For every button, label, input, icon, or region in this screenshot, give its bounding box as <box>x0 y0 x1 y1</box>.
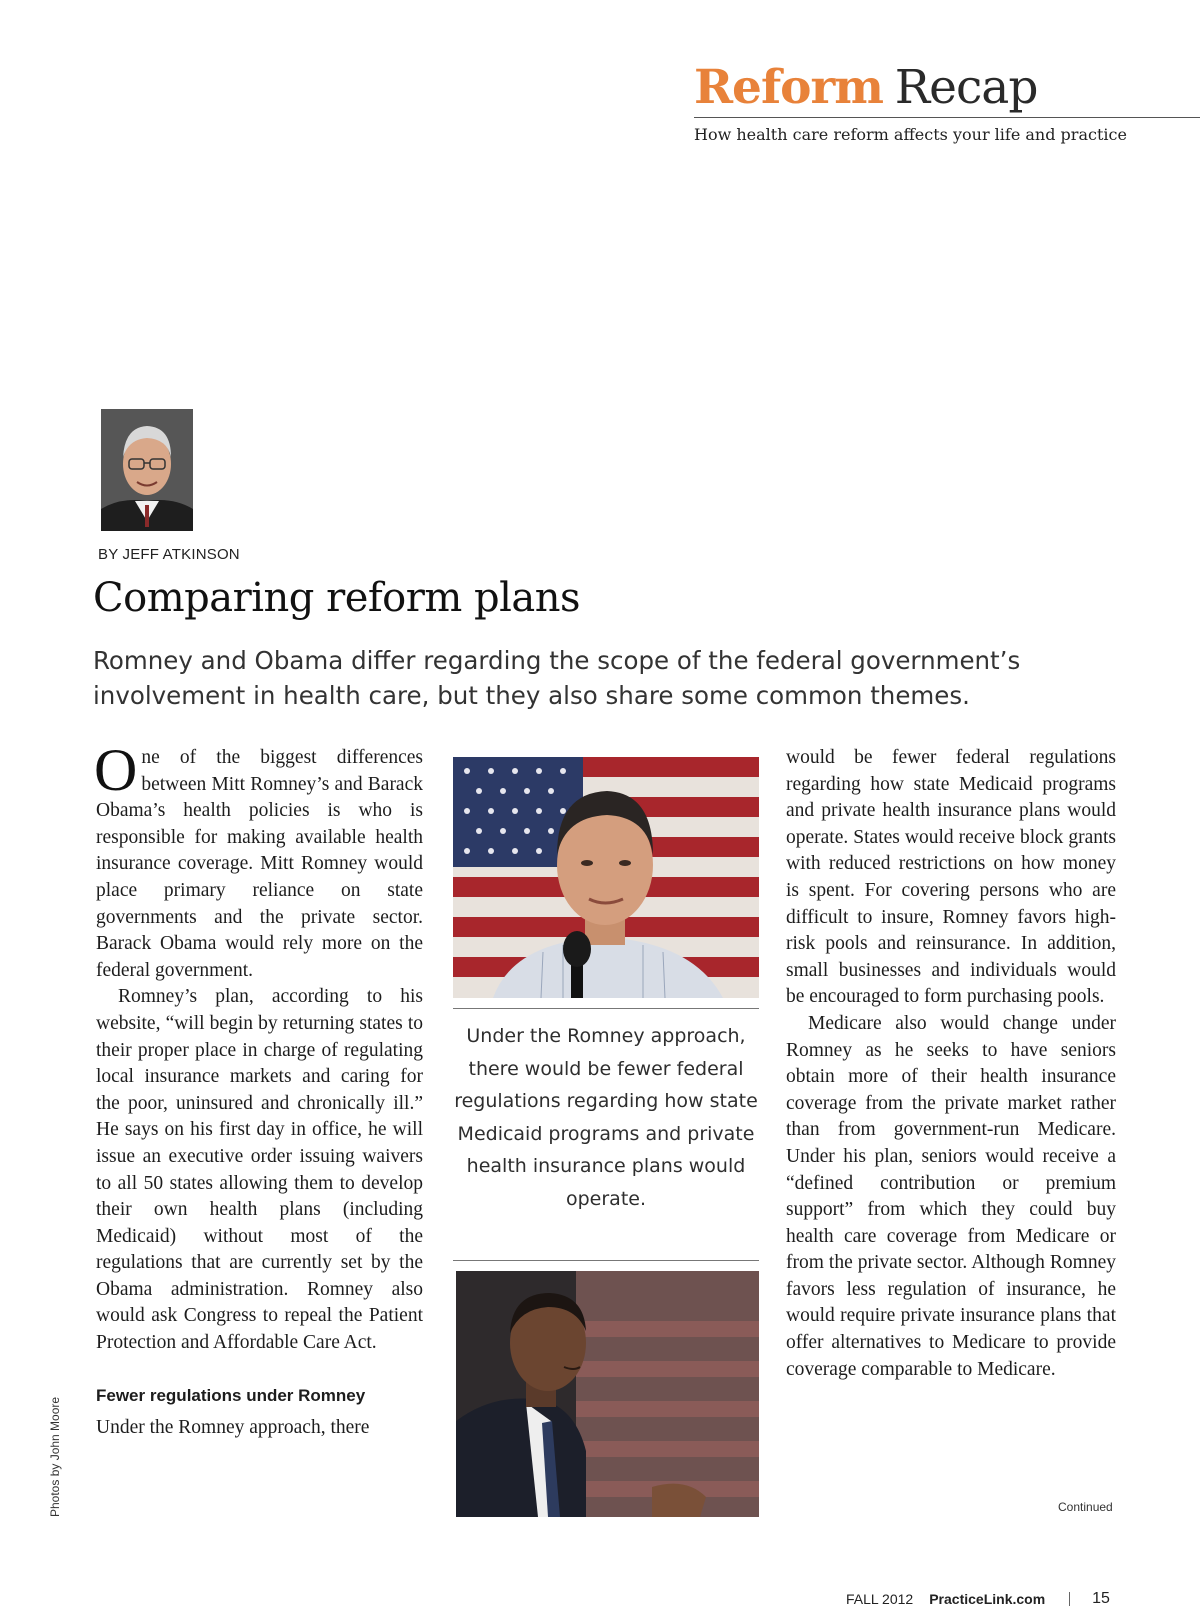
pullquote-rule-bottom <box>453 1260 759 1261</box>
author-photo <box>101 409 193 531</box>
article-column-left <box>94 737 423 1442</box>
section-tagline: How health care reform affects your life and practice <box>694 125 1127 144</box>
pull-quote: Under the Romney approach, there would be fewer federal regulations regarding how state Medicaid programs and private health insurance plans would operate. <box>454 1025 758 1210</box>
deck: Romney and Obama differ regarding the scope of the federal government’s involvement in health care, but they also share some common themes. <box>93 646 1021 710</box>
photo-credit: Photos by John Moore <box>48 1396 62 1517</box>
headline: Comparing reform plans <box>93 575 581 621</box>
paragraph: Under the Romney approach, there <box>96 1417 370 1439</box>
paragraph-text: ne of the biggest differences between Mitt Romney’s and Barack Obama’s health policies is who is responsible for making available health insurance coverage. Mitt Romney would place primary reliance on state governments and the private sector. Barack Obama would rely more on the federal government. <box>96 747 423 981</box>
paragraph: would be fewer federal regulations regarding how state Medicaid programs and private health insurance plans would operate. States would receive block grants with reduced restrictions on how money is spent. For covering persons who are difficult to insure, Romney favors high-risk pools and reinsurance. In addition, small businesses and individuals would be encouraged to form purchasing pools. <box>786 747 1116 1008</box>
article-column-right <box>786 745 1116 1383</box>
paragraph <box>94 737 423 984</box>
section-divider <box>694 117 1200 118</box>
continued-label: Continued <box>1058 1500 1113 1514</box>
obama-photo <box>456 1271 759 1517</box>
issue-date: FALL 2012 <box>846 1591 914 1607</box>
page-footer <box>846 1590 1110 1608</box>
section-title-accent: Reform <box>694 60 884 115</box>
footer-divider <box>1069 1592 1070 1606</box>
section-title <box>694 58 1037 118</box>
section-title-rest: Recap <box>894 60 1038 115</box>
subhead: Fewer regulations under Romney <box>96 1385 366 1405</box>
paragraph: Romney’s plan, according to his website, “will begin by returning states to their proper place in charge of regulating local insurance markets and caring for the poor, uninsured and chronically ill.” He says on his first day in office, he will issue an executive order issuing waivers to all 50 states allowing them to develop their own health plans (including Medicaid) without most of the regulations that are currently set by the Obama administration. Romney also would ask Congress to repeal the Patient Protection and Affordable Care Act. <box>96 986 423 1354</box>
page-number: 15 <box>1092 1590 1110 1607</box>
paragraph: Medicare also would change under Romney as he seeks to have seniors obtain more of their health insurance coverage from the private market rather than from government-run Medicare. Under his plan, seniors would receive a “defined contribution or premium support” from which they could buy health care coverage from Medicare or from the private sector. Although Romney favors less regulation of insurance, he would require private insurance plans that offer alternatives to Medicare to provide coverage comparable to Medicare. <box>786 1012 1116 1380</box>
site-name: PracticeLink.com <box>929 1591 1046 1607</box>
pullquote-rule-top <box>453 1008 759 1009</box>
dropcap: O <box>94 737 138 803</box>
byline: BY JEFF ATKINSON <box>98 546 240 563</box>
romney-photo <box>453 757 759 998</box>
